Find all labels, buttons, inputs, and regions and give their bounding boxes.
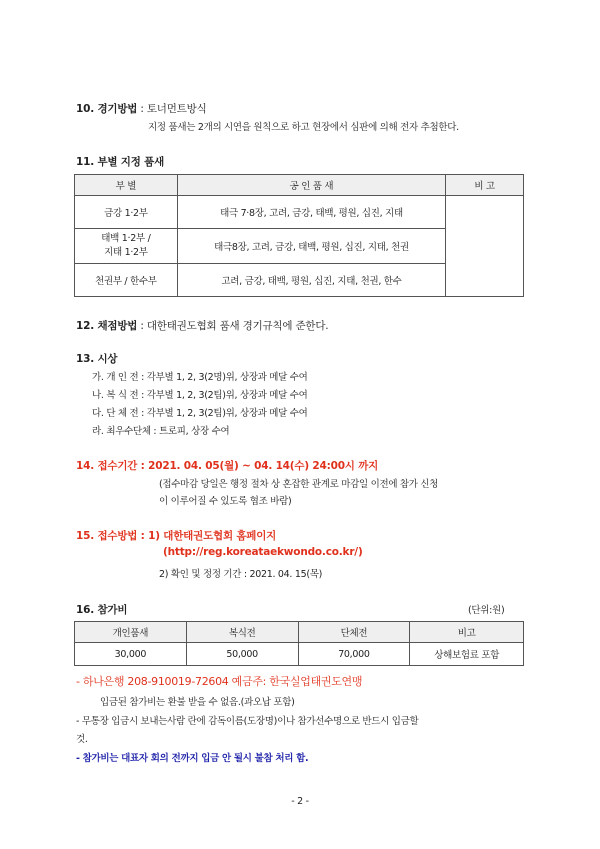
fee-header-individual: 개인품새 <box>75 622 187 643</box>
section-14-title: 14. 접수기간 : 2021. 04. 05(월) ~ 04. 14(수) 24:00시 까지 <box>76 460 379 472</box>
fee-individual: 30,000 <box>75 643 187 666</box>
header-remarks: 비 고 <box>446 175 524 196</box>
fee-header-pair: 복식전 <box>186 622 298 643</box>
row-3-poomsae: 고려, 금강, 태백, 평원, 십진, 지태, 천권, 한수 <box>177 264 445 297</box>
poomsae-table-header <box>75 175 524 196</box>
fee-table-header <box>75 622 524 643</box>
section-11-title: 11. 부별 지정 품새 <box>76 156 165 168</box>
poomsae-table <box>74 174 524 297</box>
row-2-division-line1: 태백 1·2부 / <box>101 233 151 244</box>
deposit-note-line1: - 무통장 입금시 보내는사람 란에 감독이름(도장명)이나 참가선수명으로 반드시 입금할 <box>76 716 419 727</box>
fee-pair: 50,000 <box>186 643 298 666</box>
table-row <box>75 643 524 666</box>
row-1-division: 금강 1·2부 <box>75 196 178 229</box>
remarks-cell <box>446 196 524 297</box>
payment-warning: - 참가비는 대표자 회의 전까지 입금 안 될시 불참 처리 함. <box>76 753 309 764</box>
row-2-division <box>75 229 178 264</box>
section-10-value: 토너먼트방식 <box>146 103 207 115</box>
section-10-note: 지정 품새는 2개의 시연을 원칙으로 하고 현장에서 심판에 의해 전자 추첨한다. <box>148 122 459 133</box>
section-16-title: 16. 참가비 <box>76 604 128 616</box>
fee-team: 70,000 <box>298 643 410 666</box>
section-14-note-line1: (접수마감 당일은 행정 절차 상 혼잡한 관계로 마감일 이전에 참가 신청 <box>159 479 439 490</box>
award-item: 라. 최우수단체 : 트로피, 상장 수여 <box>92 426 230 437</box>
section-12-separator: : <box>137 320 147 332</box>
section-12-title: 12. 채점방법 <box>76 320 138 332</box>
header-division: 부 별 <box>75 175 178 196</box>
section-12-value: 대한태권도협회 품새 경기규칙에 준한다. <box>146 320 329 332</box>
fee-unit: (단위:원) <box>468 605 505 616</box>
registration-url: (http://reg.koreataekwondo.co.kr/) <box>163 546 363 558</box>
row-3-division: 천권부 / 한수부 <box>75 264 178 297</box>
header-poomsae: 공 인 품 새 <box>177 175 445 196</box>
row-2-poomsae: 태극8장, 고려, 금강, 태백, 평원, 십진, 지태, 천권 <box>177 229 445 264</box>
section-14-note-line2: 이 이루어질 수 있도록 협조 바람) <box>159 496 292 507</box>
bank-account: - 하나은행 208-910019-72604 예금주: 한국실업태권도연맹 <box>76 675 363 688</box>
table-row <box>75 196 524 229</box>
section-15-title: 15. 접수방법 : 1) 대한태권도협회 홈페이지 <box>76 530 277 542</box>
row-2-division-line2: 지태 1·2부 <box>104 247 148 258</box>
section-10-heading <box>76 101 207 116</box>
award-item: 가. 개 인 전 : 각부별 1, 2, 3(2명)위, 상장과 메달 수여 <box>92 372 308 383</box>
section-10-separator: : <box>137 103 147 115</box>
fee-table <box>74 621 524 666</box>
row-1-poomsae: 태극 7·8장, 고려, 금강, 태백, 평원, 십진, 지태 <box>177 196 445 229</box>
section-10-title: 10. 경기방법 <box>76 103 138 115</box>
fee-header-team: 단체전 <box>298 622 410 643</box>
refund-note: 입금된 참가비는 환불 받을 수 없음.(과오납 포함) <box>100 697 295 708</box>
page-number: - 2 - <box>291 796 309 807</box>
fee-remarks: 상해보험료 포함 <box>410 643 524 666</box>
deposit-note-line2: 것. <box>76 734 88 745</box>
award-item: 다. 단 체 전 : 각부별 1, 2, 3(2팀)위, 상장과 메달 수여 <box>92 408 308 419</box>
section-12-heading <box>76 318 328 333</box>
fee-header-remarks: 비고 <box>410 622 524 643</box>
section-13-title: 13. 시상 <box>76 353 118 365</box>
section-15-item-2: 2) 확인 및 정정 기간 : 2021. 04. 15(목) <box>159 569 323 580</box>
award-item: 나. 복 식 전 : 각부별 1, 2, 3(2팀)위, 상장과 메달 수여 <box>92 390 308 401</box>
